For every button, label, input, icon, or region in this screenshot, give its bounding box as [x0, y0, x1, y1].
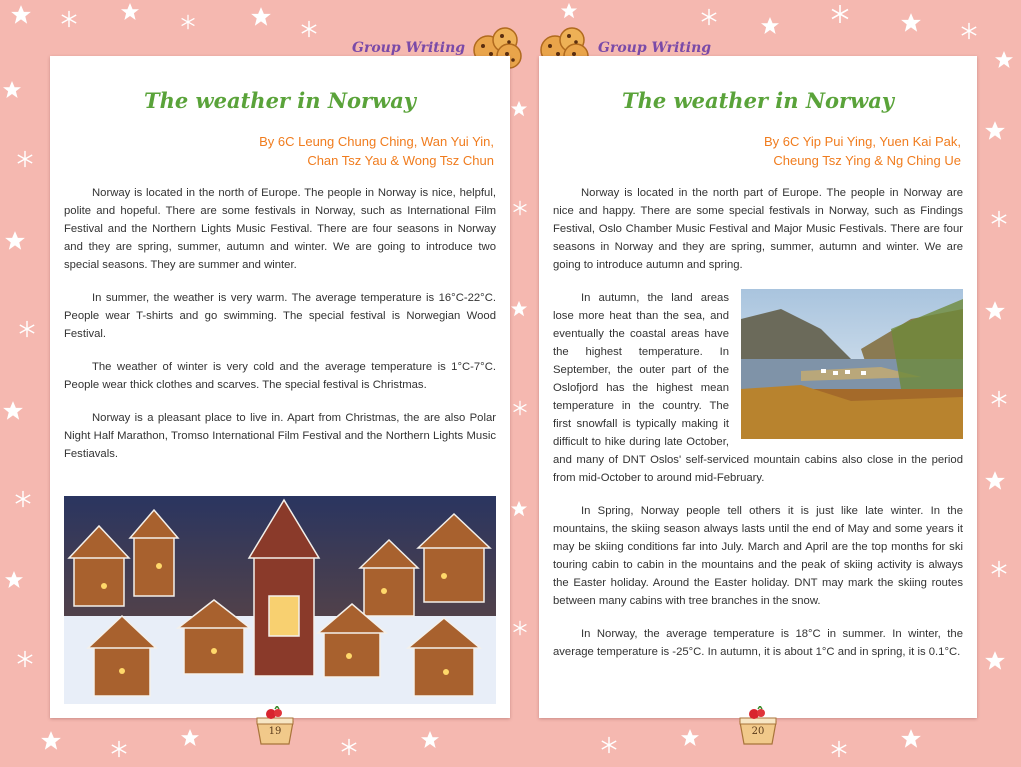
- section-label: Group Writing: [352, 40, 466, 56]
- gingerbread-village-photo: [64, 496, 496, 704]
- article-body: [64, 184, 496, 478]
- fjord-landscape-photo: [741, 289, 963, 439]
- left-page: [50, 56, 510, 718]
- page-title: The weather in Norway: [143, 88, 417, 113]
- page-number: 19: [268, 726, 282, 737]
- paragraph: Norway is located in the north of Europe. The people in Norway is nice, helpful, polite and hopeful. There are some festivals in Norway, such as International Film Festival and the Northern Lights Music Festival. There are four seasons in Norway and they are spring, summer, autumn and winter. We are going to introduce two special seasons. They are summer and winter.: [64, 187, 496, 271]
- authors-line: By 6C Yip Pui Ying, Yuen Kai Pak,: [763, 134, 961, 149]
- page-number-20: [738, 706, 778, 746]
- page-number-19: [255, 706, 295, 746]
- authors-line: By 6C Leung Chung Ching, Wan Yui Yin,: [259, 134, 494, 149]
- article-body: [553, 184, 963, 676]
- paragraph: In autumn, the land areas lose more heat than the sea, and eventually the coastal areas have the highest temperature. In September, the outer part of the Oslofjord has the highest mean temperature in the country. The first snowfall is typically making it difficult to hike during late October, and many of DNT Oslos' self-serviced mountain cabins also close in the period from mid-October to around mid-February.: [553, 292, 963, 484]
- right-page: [539, 56, 977, 718]
- authors: [764, 132, 961, 170]
- paragraph: Norway is a pleasant place to live in. Apart from Christmas, the are also Polar Night Half Marathon, Tromso International Film Festival and the Northern Lights Music Festiavals.: [64, 412, 496, 460]
- authors-line: Cheung Tsz Ying & Ng Ching Ue: [773, 153, 961, 168]
- paragraph: In Norway, the average temperature is 18°C in summer. In winter, the average temperature is -25°C. In autumn, it is about 1°C and in spring, it is 0.1°C.: [553, 628, 963, 658]
- authors-line: Chan Tsz Yau & Wong Tsz Chun: [307, 153, 494, 168]
- page-number: 20: [751, 726, 765, 737]
- authors: [259, 132, 494, 170]
- paragraph: The weather of winter is very cold and the average temperature is 1°C-7°C. People wear thick clothes and scarves. The special festival is Christmas.: [64, 361, 496, 391]
- paragraph: In summer, the weather is very warm. The average temperature is 16°C-22°C. People wear T-shirts and go swimming. The special festival is Norwegian Wood Festival.: [64, 292, 496, 340]
- section-label: Group Writing: [598, 40, 712, 56]
- paragraph: Norway is located in the north part of Europe. The people in Norway are nice and happy. There are some special festivals in Norway, such as Findings Festival, Oslo Chamber Music Festival and Major Music Festivals. There are four seasons in Norway and they are spring, summer, autumn and winter. We are going to introduce autumn and spring.: [553, 187, 963, 271]
- page-title: The weather in Norway: [621, 88, 895, 113]
- paragraph: In Spring, Norway people tell others it is just like late winter. In the mountains, the skiing season always lasts until the end of May and some years it may be skiing conditions far into July. March and April are the top months for ski touring cabin to cabin in the mountains and the peak of skiing activity is always the Easter holiday. Around the Easter holiday. DNT may mark the skiing routes between many cabins with tree branches in the snow.: [553, 505, 963, 607]
